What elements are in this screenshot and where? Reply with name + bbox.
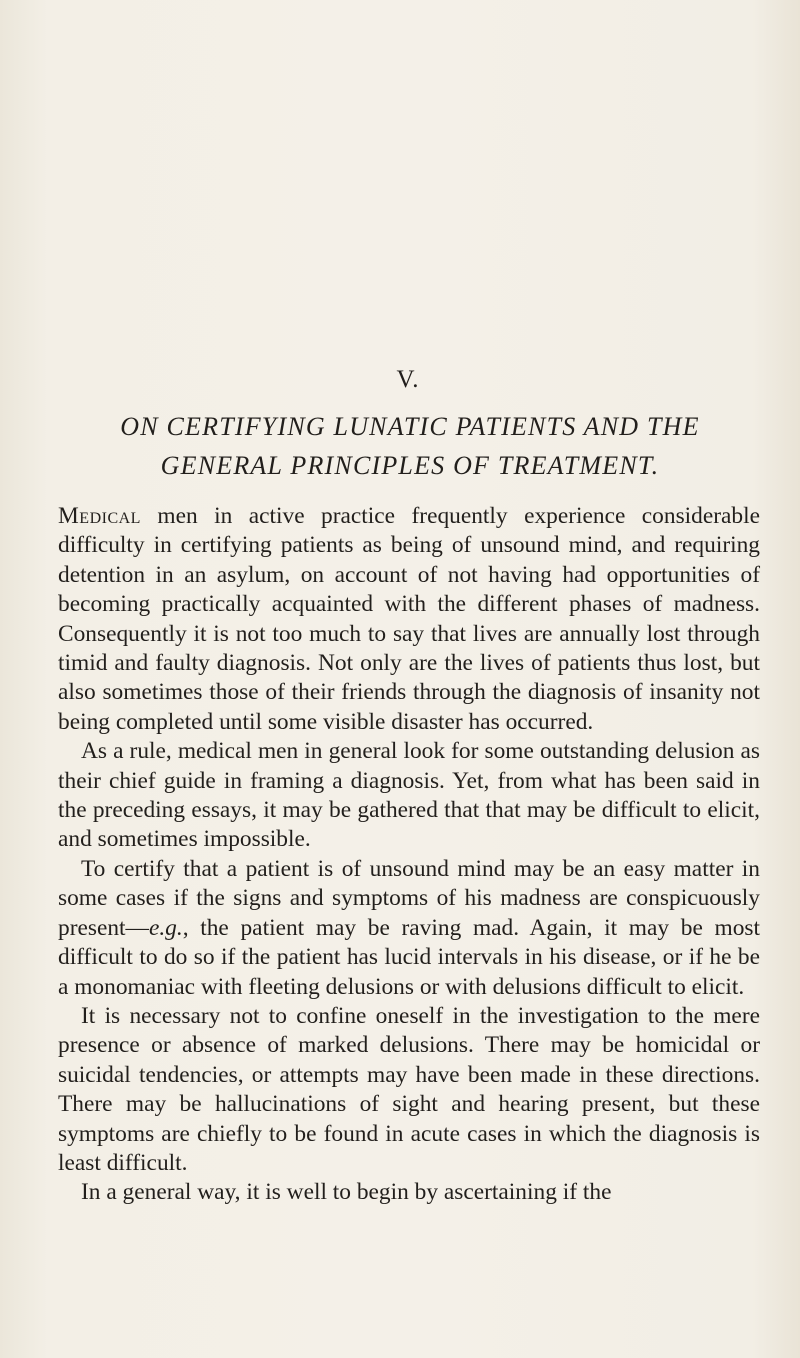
chapter-number: V.: [396, 366, 420, 393]
lead-word: Medical: [58, 503, 141, 529]
paragraph-1-text: men in active practice frequently experience considerable difficulty in certifying patients as being of unsound mind, and requiring detention in an asylum, on account of not having had opportunities of becoming practically acquainted with the different phases of madness. Consequently it is not too much to say that lives are annually lost through timid and faulty diagnosis. Not only are the lives of patients thus lost, but also sometimes those of their friends through the diagnosis of insanity not being completed until some visible disaster has occurred.: [58, 503, 760, 735]
body-text: [58, 502, 760, 1208]
paragraph-4: It is necessary not to confine oneself in the investigation to the mere presence or absence of marked delusions. There may be homicidal or suicidal tendencies, or attempts may have been made in these directions. There may be hallucinations of sight and hearing present, but these symptoms are chiefly to be found in acute cases in which the diagnosis is least difficult.: [58, 1002, 760, 1176]
chapter-title-line-2: GENERAL PRINCIPLES OF TREATMENT.: [160, 451, 660, 480]
paragraph-3-text-before: To certify that a patient is of unsound mind may be an easy matter in some cases if the signs and symptoms of his madness are conspicuously present—: [58, 855, 760, 941]
paragraph-3-italic: e.g.: [148, 914, 183, 941]
paragraph-1: [58, 502, 760, 737]
paragraph-3: [58, 855, 760, 1002]
chapter-title-line-1: ON CERTIFYING LUNATIC PATIENTS AND THE: [120, 412, 700, 441]
paragraph-2: As a rule, medical men in general look for some outstanding delusion as their chief guide in framing a diagnosis. Yet, from what has been said in the preceding essays, it may be gathered that that may be difficult to elicit, and sometimes impossible.: [58, 738, 760, 853]
paragraph-5: In a general way, it is well to begin by ascertaining if the: [81, 1179, 612, 1206]
paragraph-3-text-after: , the patient may be raving mad. Again, it may be most difficult to do so if the patient has lucid intervals in his disease, or if he be a monomaniac with fleeting delusions or with delusions difficult to elicit.: [58, 914, 760, 1000]
